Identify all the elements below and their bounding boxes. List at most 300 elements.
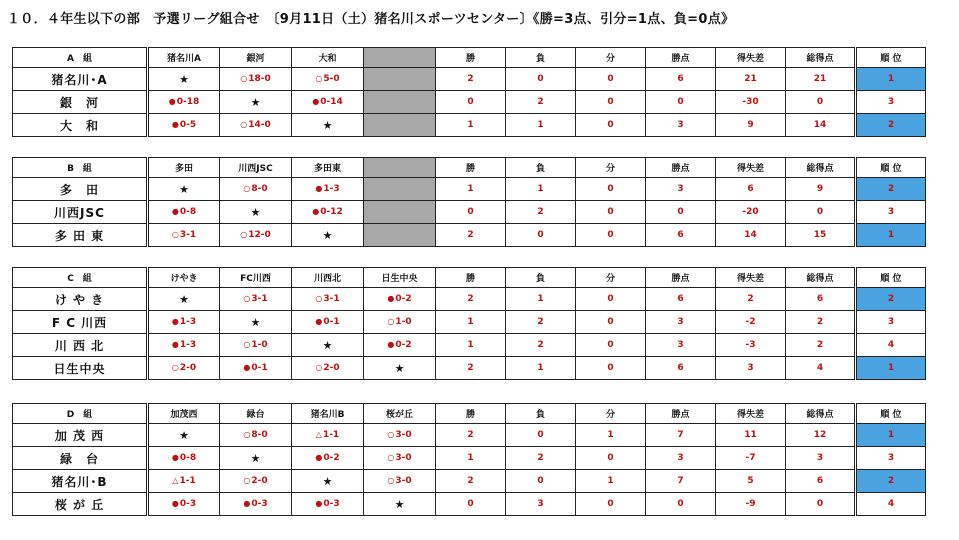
loss-dot-icon: ● — [171, 317, 179, 326]
team-name: け や き — [13, 288, 148, 311]
match-score: 3-0 — [395, 453, 412, 463]
stat-value: 2 — [436, 224, 506, 247]
draw-triangle-icon: △ — [315, 430, 322, 439]
table-row — [13, 178, 959, 201]
self-match-cell — [292, 470, 364, 493]
self-match-cell — [148, 68, 220, 91]
stat-value: 2 — [436, 357, 506, 380]
stat-value: 0 — [506, 224, 576, 247]
match-result — [148, 114, 220, 137]
loss-dot-icon: ● — [171, 453, 179, 462]
match-score: 8-0 — [251, 430, 268, 440]
self-match-cell — [148, 424, 220, 447]
match-result — [364, 424, 436, 447]
stat-value: 4 — [786, 357, 856, 380]
opponent-header: 猪名川B — [292, 404, 364, 424]
match-score: 1-3 — [179, 317, 197, 327]
stat-header: 総得点 — [786, 158, 856, 178]
stat-value: 6 — [786, 288, 856, 311]
stat-header: 勝点 — [646, 158, 716, 178]
opponent-header: 川西北 — [292, 268, 364, 288]
star-icon: ★ — [322, 338, 333, 352]
match-result — [364, 334, 436, 357]
stat-value: 0 — [576, 493, 646, 516]
stat-value: 0 — [576, 178, 646, 201]
stat-value: 1 — [506, 114, 576, 137]
stat-header: 得失差 — [716, 158, 786, 178]
match-result — [220, 334, 292, 357]
table-row — [13, 288, 959, 311]
star-icon: ★ — [394, 361, 405, 375]
match-result — [292, 447, 364, 470]
team-name: 多 田 東 — [13, 224, 148, 247]
self-match-cell — [220, 201, 292, 224]
loss-dot-icon: ● — [312, 207, 320, 216]
self-match-cell — [220, 447, 292, 470]
match-score: 0-12 — [320, 207, 343, 217]
match-score: 8-0 — [251, 184, 268, 194]
match-score: 3-0 — [395, 430, 412, 440]
stat-header: 得失差 — [716, 268, 786, 288]
group-header-row — [13, 48, 959, 68]
match-result — [148, 201, 220, 224]
self-match-cell — [292, 114, 364, 137]
stat-value: 2 — [436, 470, 506, 493]
match-score: 0-3 — [251, 499, 268, 509]
win-circle-icon: ○ — [171, 363, 179, 372]
match-score: 2-0 — [179, 363, 197, 373]
self-match-cell — [292, 334, 364, 357]
loss-dot-icon: ● — [243, 499, 251, 508]
win-circle-icon: ○ — [243, 184, 251, 193]
opponent-header: 桜が丘 — [364, 404, 436, 424]
stat-value: 0 — [506, 424, 576, 447]
team-name: 猪名川･B — [13, 470, 148, 493]
stat-value: 3 — [646, 178, 716, 201]
stat-value: 0 — [506, 68, 576, 91]
win-circle-icon: ○ — [315, 363, 323, 372]
stat-value: 0 — [646, 201, 716, 224]
table-row — [13, 424, 959, 447]
stat-value: 0 — [576, 311, 646, 334]
empty-column-cell — [364, 201, 436, 224]
self-match-cell — [220, 91, 292, 114]
loss-dot-icon: ● — [171, 120, 179, 129]
match-score: 12-0 — [248, 230, 271, 240]
stat-value: 0 — [576, 91, 646, 114]
stat-value: 2 — [506, 201, 576, 224]
star-icon: ★ — [322, 118, 333, 132]
stat-value: -30 — [716, 91, 786, 114]
stat-value: -3 — [716, 334, 786, 357]
match-score: 0-2 — [323, 453, 340, 463]
stat-value: 2 — [506, 447, 576, 470]
group-header-row — [13, 158, 959, 178]
stat-value: 3 — [506, 493, 576, 516]
stat-value: 14 — [786, 114, 856, 137]
match-result — [292, 288, 364, 311]
stat-header: 分 — [576, 48, 646, 68]
empty-column-cell — [364, 224, 436, 247]
empty-column-cell — [364, 158, 436, 178]
stat-value: 2 — [786, 311, 856, 334]
stat-header: 分 — [576, 268, 646, 288]
empty-column-cell — [364, 91, 436, 114]
opponent-header: 大和 — [292, 48, 364, 68]
star-icon: ★ — [179, 182, 189, 196]
page-title: １０．４年生以下の部 予選リーグ組合せ 〔9月11日（土）猪名川スポーツセンター〕《勝=3点、引分=1点、負=0点》 — [7, 12, 735, 27]
loss-dot-icon: ● — [171, 499, 179, 508]
opponent-header: 川西JSC — [220, 158, 292, 178]
loss-dot-icon: ● — [171, 207, 179, 216]
team-name: 猪名川･A — [13, 68, 148, 91]
match-result — [220, 493, 292, 516]
match-result — [220, 68, 292, 91]
stat-value: 9 — [716, 114, 786, 137]
self-match-cell — [364, 357, 436, 380]
stat-value: 0 — [576, 224, 646, 247]
match-score: 3-1 — [251, 294, 268, 304]
stat-header: 得失差 — [716, 404, 786, 424]
win-circle-icon: ○ — [387, 317, 395, 326]
loss-dot-icon: ● — [387, 294, 395, 303]
table-row — [13, 114, 959, 137]
loss-dot-icon: ● — [315, 499, 323, 508]
match-score: 0-5 — [179, 120, 197, 130]
match-result — [364, 288, 436, 311]
self-match-cell — [292, 224, 364, 247]
rank-value: 1 — [856, 224, 926, 247]
opponent-header: 猪名川A — [148, 48, 220, 68]
rank-value: 2 — [856, 470, 926, 493]
match-result — [292, 201, 364, 224]
stat-header: 勝点 — [646, 48, 716, 68]
stat-value: 6 — [646, 357, 716, 380]
stat-value: 1 — [576, 470, 646, 493]
stat-value: 6 — [646, 288, 716, 311]
draw-triangle-icon: △ — [172, 476, 179, 485]
stat-value: -7 — [716, 447, 786, 470]
team-name: 川 西 北 — [13, 334, 148, 357]
rank-value: 3 — [856, 91, 926, 114]
stat-value: 9 — [786, 178, 856, 201]
stat-value: 1 — [436, 334, 506, 357]
team-name: 緑 台 — [13, 447, 148, 470]
match-result — [220, 224, 292, 247]
stat-header: 負 — [506, 158, 576, 178]
match-result — [148, 470, 220, 493]
match-result — [292, 91, 364, 114]
table-row — [13, 311, 959, 334]
group-table — [12, 403, 959, 516]
star-icon: ★ — [250, 205, 261, 219]
self-match-cell — [220, 311, 292, 334]
match-score: 1-1 — [322, 430, 340, 440]
stat-value: 0 — [576, 68, 646, 91]
table-row — [13, 357, 959, 380]
win-circle-icon: ○ — [240, 230, 248, 239]
stat-value: 0 — [576, 201, 646, 224]
star-icon: ★ — [250, 315, 261, 329]
match-result — [148, 493, 220, 516]
match-score: 2-0 — [323, 363, 340, 373]
match-result — [364, 470, 436, 493]
rank-value: 4 — [856, 493, 926, 516]
match-score: 1-0 — [251, 340, 268, 350]
group-table — [12, 157, 959, 247]
stat-header: 得失差 — [716, 48, 786, 68]
stat-header: 勝 — [436, 404, 506, 424]
stat-header: 分 — [576, 404, 646, 424]
stat-value: 0 — [786, 91, 856, 114]
stat-header: 勝点 — [646, 404, 716, 424]
loss-dot-icon: ● — [168, 97, 176, 106]
stat-value: 1 — [506, 357, 576, 380]
win-circle-icon: ○ — [243, 430, 251, 439]
stat-value: 1 — [506, 288, 576, 311]
star-icon: ★ — [250, 95, 261, 109]
stat-value: 11 — [716, 424, 786, 447]
stat-value: 21 — [716, 68, 786, 91]
match-score: 0-14 — [320, 97, 343, 107]
stat-value: 6 — [786, 470, 856, 493]
opponent-header: けやき — [148, 268, 220, 288]
stat-value: 0 — [786, 201, 856, 224]
stat-value: 2 — [436, 424, 506, 447]
match-result — [148, 311, 220, 334]
stat-value: 0 — [646, 493, 716, 516]
opponent-header: 銀河 — [220, 48, 292, 68]
table-row — [13, 447, 959, 470]
stat-value: 0 — [576, 288, 646, 311]
table-row — [13, 334, 959, 357]
group-name: D 組 — [13, 404, 148, 424]
stat-value: 3 — [646, 447, 716, 470]
stat-value: 2 — [506, 91, 576, 114]
match-score: 0-1 — [251, 363, 268, 373]
stat-value: 2 — [716, 288, 786, 311]
stat-value: 1 — [436, 178, 506, 201]
team-name: 川西JSC — [13, 201, 148, 224]
table-row — [13, 91, 959, 114]
stat-value: 6 — [646, 68, 716, 91]
group-table — [12, 267, 959, 380]
stat-value: 0 — [576, 357, 646, 380]
match-score: 1-3 — [179, 340, 197, 350]
match-result — [220, 114, 292, 137]
match-result — [220, 424, 292, 447]
stat-header: 勝 — [436, 48, 506, 68]
stat-value: 3 — [646, 311, 716, 334]
stat-value: 0 — [576, 334, 646, 357]
loss-dot-icon: ● — [171, 340, 179, 349]
win-circle-icon: ○ — [315, 74, 323, 83]
match-result — [292, 424, 364, 447]
stat-header: 勝 — [436, 158, 506, 178]
team-name: 多 田 — [13, 178, 148, 201]
rank-value: 2 — [856, 288, 926, 311]
table-row — [13, 224, 959, 247]
stat-value: 6 — [716, 178, 786, 201]
stat-value: 0 — [576, 447, 646, 470]
match-score: 1-3 — [323, 184, 340, 194]
stat-value: 1 — [436, 447, 506, 470]
match-score: 3-0 — [395, 476, 412, 486]
rank-value: 2 — [856, 178, 926, 201]
match-result — [292, 178, 364, 201]
stat-value: 0 — [436, 91, 506, 114]
rank-value: 3 — [856, 201, 926, 224]
match-score: 3-1 — [323, 294, 340, 304]
match-result — [148, 224, 220, 247]
stat-value: -9 — [716, 493, 786, 516]
match-result — [364, 447, 436, 470]
match-score: 3-1 — [179, 230, 197, 240]
match-score: 1-0 — [395, 317, 412, 327]
match-score: 2-0 — [251, 476, 268, 486]
stat-value: 12 — [786, 424, 856, 447]
stat-header: 総得点 — [786, 48, 856, 68]
stat-header: 総得点 — [786, 404, 856, 424]
stat-value: 7 — [646, 424, 716, 447]
stat-header: 負 — [506, 48, 576, 68]
stat-value: 7 — [646, 470, 716, 493]
match-score: 0-1 — [323, 317, 340, 327]
match-result — [292, 493, 364, 516]
win-circle-icon: ○ — [387, 430, 395, 439]
table-row — [13, 470, 959, 493]
group-name: C 組 — [13, 268, 148, 288]
stat-value: 1 — [506, 178, 576, 201]
opponent-header: 多田 — [148, 158, 220, 178]
stat-value: 6 — [646, 224, 716, 247]
stat-value: 3 — [646, 114, 716, 137]
empty-column-cell — [364, 178, 436, 201]
match-result — [292, 68, 364, 91]
win-circle-icon: ○ — [387, 453, 395, 462]
self-match-cell — [148, 178, 220, 201]
stat-value: 0 — [646, 91, 716, 114]
loss-dot-icon: ● — [315, 184, 323, 193]
stat-value: 2 — [436, 288, 506, 311]
team-name: F C 川西 — [13, 311, 148, 334]
opponent-header: 多田東 — [292, 158, 364, 178]
stat-value: 0 — [786, 493, 856, 516]
stat-header: 順 位 — [856, 158, 926, 178]
match-score: 0-18 — [176, 97, 200, 107]
group-name: B 組 — [13, 158, 148, 178]
empty-column-cell — [364, 68, 436, 91]
opponent-header: 加茂西 — [148, 404, 220, 424]
team-name: 桜 が 丘 — [13, 493, 148, 516]
match-score: 0-3 — [179, 499, 197, 509]
match-score: 1-1 — [179, 476, 196, 486]
stat-value: 3 — [716, 357, 786, 380]
stat-value: 2 — [436, 68, 506, 91]
team-name: 日生中央 — [13, 357, 148, 380]
loss-dot-icon: ● — [243, 363, 251, 372]
stat-value: 1 — [436, 114, 506, 137]
empty-column-cell — [364, 114, 436, 137]
stat-value: 2 — [506, 334, 576, 357]
stat-value: 1 — [436, 311, 506, 334]
star-icon: ★ — [322, 474, 333, 488]
stat-value: 0 — [436, 493, 506, 516]
stat-value: 1 — [576, 424, 646, 447]
empty-column-cell — [364, 48, 436, 68]
match-result — [220, 288, 292, 311]
win-circle-icon: ○ — [315, 294, 323, 303]
stat-header: 総得点 — [786, 268, 856, 288]
match-result — [148, 447, 220, 470]
table-row — [13, 68, 959, 91]
stat-value: 0 — [436, 201, 506, 224]
self-match-cell — [148, 288, 220, 311]
match-result — [148, 357, 220, 380]
win-circle-icon: ○ — [243, 476, 251, 485]
star-icon: ★ — [322, 228, 333, 242]
opponent-header: FC川西 — [220, 268, 292, 288]
match-result — [364, 311, 436, 334]
match-score: 18-0 — [248, 74, 271, 84]
self-match-cell — [364, 493, 436, 516]
group-header-row — [13, 268, 959, 288]
stat-header: 負 — [506, 268, 576, 288]
stat-value: 14 — [716, 224, 786, 247]
stat-header: 順 位 — [856, 404, 926, 424]
match-result — [148, 91, 220, 114]
stat-value: 0 — [506, 470, 576, 493]
loss-dot-icon: ● — [315, 317, 323, 326]
match-result — [220, 357, 292, 380]
team-name: 加 茂 西 — [13, 424, 148, 447]
stat-value: 21 — [786, 68, 856, 91]
match-score: 0-3 — [323, 499, 340, 509]
star-icon: ★ — [179, 72, 189, 86]
loss-dot-icon: ● — [315, 453, 323, 462]
match-score: 0-8 — [179, 207, 197, 217]
stat-value: 0 — [576, 114, 646, 137]
rank-value: 3 — [856, 447, 926, 470]
group-name: A 組 — [13, 48, 148, 68]
opponent-header: 日生中央 — [364, 268, 436, 288]
star-icon: ★ — [250, 451, 261, 465]
stat-header: 勝 — [436, 268, 506, 288]
stat-header: 勝点 — [646, 268, 716, 288]
rank-value: 3 — [856, 311, 926, 334]
win-circle-icon: ○ — [240, 120, 248, 129]
loss-dot-icon: ● — [387, 340, 395, 349]
stat-header: 負 — [506, 404, 576, 424]
match-result — [148, 334, 220, 357]
group-header-row — [13, 404, 959, 424]
rank-value: 1 — [856, 68, 926, 91]
stat-value: 2 — [786, 334, 856, 357]
match-score: 5-0 — [323, 74, 340, 84]
win-circle-icon: ○ — [387, 476, 395, 485]
rank-value: 4 — [856, 334, 926, 357]
match-result — [292, 357, 364, 380]
stat-value: 5 — [716, 470, 786, 493]
stat-header: 分 — [576, 158, 646, 178]
match-score: 0-8 — [179, 453, 197, 463]
win-circle-icon: ○ — [171, 230, 179, 239]
rank-value: 2 — [856, 114, 926, 137]
match-result — [220, 470, 292, 493]
star-icon: ★ — [179, 292, 189, 306]
win-circle-icon: ○ — [243, 294, 251, 303]
match-result — [220, 178, 292, 201]
